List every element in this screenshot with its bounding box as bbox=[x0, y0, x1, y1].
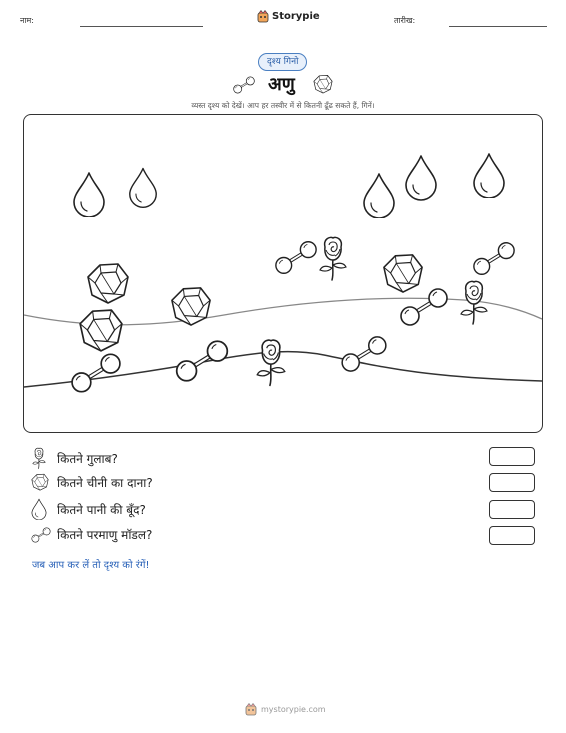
name-field-line[interactable] bbox=[80, 26, 203, 27]
question-row-crystals bbox=[31, 473, 153, 491]
sugar-crystal-icon bbox=[313, 74, 333, 94]
answer-box-drops[interactable] bbox=[489, 500, 535, 519]
atom-model-icon bbox=[177, 341, 228, 381]
question-row-drops bbox=[31, 498, 146, 520]
water-drop-icon bbox=[74, 173, 104, 217]
question-text: कितने पानी की बूँद? bbox=[57, 502, 146, 517]
question-text: कितने चीनी का दाना? bbox=[57, 475, 153, 490]
page-title: अणु bbox=[268, 74, 295, 95]
rose-icon bbox=[257, 340, 285, 385]
scene-panel bbox=[23, 114, 543, 433]
rose-icon bbox=[31, 447, 47, 469]
sugar-crystal-icon bbox=[80, 310, 122, 351]
instructions-text: व्यस्त दृश्य को देखें। आप हर तस्वीर में से कितनी ढूँढ सकते हैं, गिनें। bbox=[191, 101, 375, 110]
atom-model-icon bbox=[401, 289, 447, 325]
atom-model-icon bbox=[72, 354, 120, 391]
water-drop-icon bbox=[130, 168, 156, 207]
name-label: नाम: bbox=[20, 16, 34, 25]
atom-model-icon bbox=[474, 243, 514, 275]
water-drop-icon bbox=[474, 154, 504, 198]
scene-illustration bbox=[24, 115, 542, 432]
date-field-line[interactable] bbox=[449, 26, 547, 27]
question-text: कितने गुलाब? bbox=[57, 451, 118, 466]
water-drop-icon bbox=[406, 156, 436, 200]
atom-model-icon bbox=[276, 242, 316, 274]
coloring-note: जब आप कर लें तो दृश्य को रंगें! bbox=[32, 560, 150, 571]
rose-icon bbox=[320, 237, 346, 280]
date-label: तारीख: bbox=[394, 16, 416, 25]
footer-brand bbox=[245, 703, 326, 716]
atom-model-icon bbox=[232, 76, 256, 94]
brand-logo bbox=[257, 10, 320, 23]
answer-box-crystals[interactable] bbox=[489, 473, 535, 492]
footer-url[interactable]: mystorypie.com bbox=[261, 705, 326, 714]
question-row-atoms bbox=[31, 526, 152, 543]
atom-model-icon bbox=[31, 527, 51, 543]
sugar-crystal-icon bbox=[31, 473, 49, 491]
answer-box-atoms[interactable] bbox=[489, 526, 535, 545]
question-row-roses bbox=[31, 447, 118, 469]
sugar-crystal-icon bbox=[88, 264, 128, 303]
water-drop-icon bbox=[364, 174, 394, 218]
storypie-mascot-icon bbox=[257, 10, 269, 23]
water-drop-icon bbox=[31, 498, 47, 520]
question-text: कितने परमाणु मॉडल? bbox=[57, 528, 153, 542]
sugar-crystal-icon bbox=[384, 255, 422, 292]
brand-name: Storypie bbox=[272, 11, 320, 22]
activity-badge: दृश्य गिनो bbox=[258, 53, 307, 71]
sugar-crystal-icon bbox=[172, 288, 210, 325]
answer-box-roses[interactable] bbox=[489, 447, 535, 466]
storypie-mascot-icon bbox=[245, 703, 257, 716]
